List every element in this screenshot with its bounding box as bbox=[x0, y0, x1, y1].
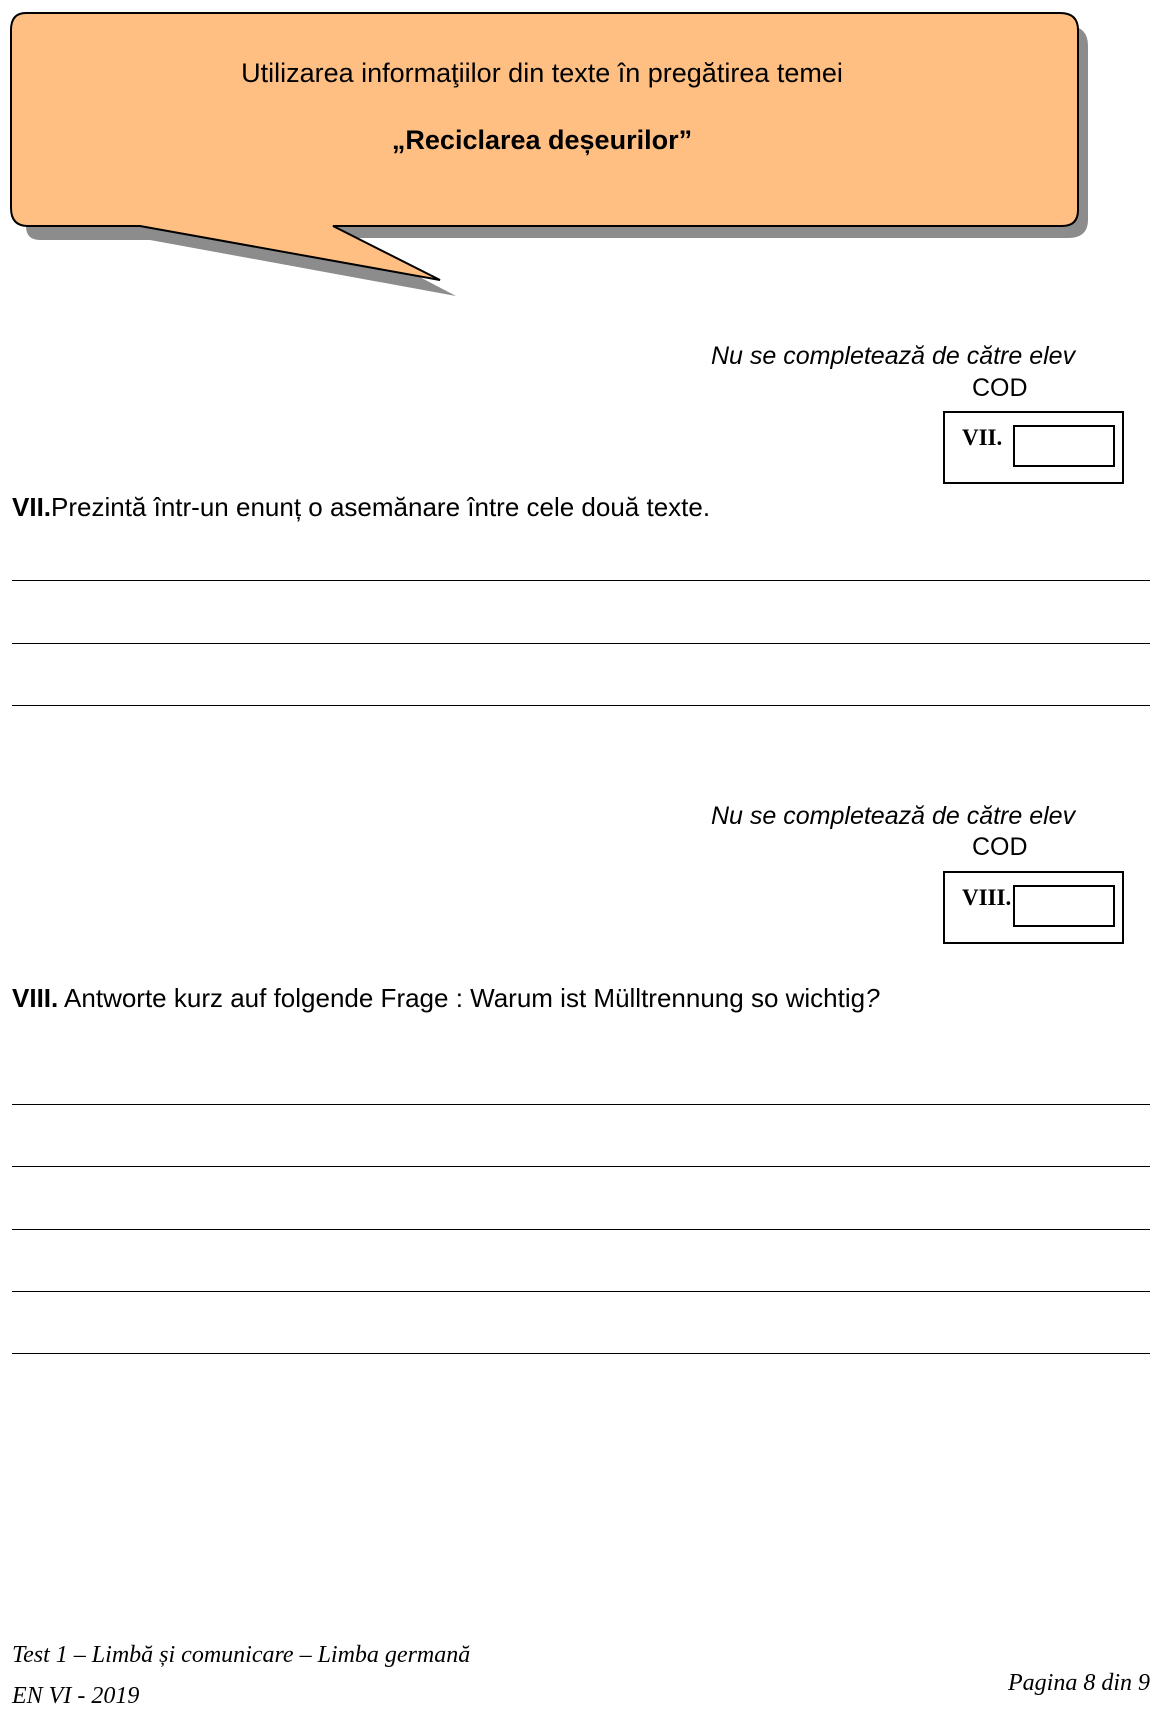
bubble-topic: „Reciclarea deșeurilor” bbox=[391, 125, 693, 155]
viii-question-number: VIII. bbox=[12, 983, 59, 1013]
viii-question-text: Antworte kurz auf folgende Frage : Warum ist Mülltrennung so wichtig bbox=[58, 983, 866, 1013]
vii-question-text: Prezintă într-un enunț o asemănare între cele două texte. bbox=[51, 492, 711, 522]
vii-question-number: VII. bbox=[12, 492, 52, 522]
viii-cod-box-label: VIII. bbox=[962, 885, 1012, 910]
vii-question bbox=[12, 492, 710, 523]
viii-cod-input bbox=[1013, 885, 1115, 927]
viii-question bbox=[12, 983, 880, 1014]
vii-not-filled-note: Nu se completează de către elev bbox=[711, 342, 1076, 370]
footer-test-line: Test 1 – Limbă și comunicare – Limba germană bbox=[12, 1642, 471, 1668]
viii-question-mark: ? bbox=[865, 983, 880, 1013]
viii-cod-box bbox=[943, 871, 1124, 944]
vii-answer-line[interactable] bbox=[12, 580, 1150, 581]
viii-answer-line[interactable] bbox=[12, 1104, 1150, 1105]
vii-cod-box bbox=[943, 411, 1124, 484]
vii-cod-label: COD bbox=[972, 374, 1028, 402]
viii-answer-line[interactable] bbox=[12, 1229, 1150, 1230]
vii-cod-input bbox=[1013, 425, 1115, 467]
vii-cod-box-label: VII. bbox=[962, 425, 1003, 450]
footer-exam-line: EN VI - 2019 bbox=[12, 1683, 140, 1709]
viii-answer-line[interactable] bbox=[12, 1353, 1150, 1354]
vii-answer-line[interactable] bbox=[12, 705, 1150, 706]
vii-answer-line[interactable] bbox=[12, 643, 1150, 644]
viii-cod-label: COD bbox=[972, 833, 1028, 861]
bubble-title: Utilizarea informaţiilor din texte în pregătirea temei bbox=[241, 58, 843, 88]
viii-not-filled-note: Nu se completează de către elev bbox=[711, 802, 1076, 830]
viii-answer-line[interactable] bbox=[12, 1291, 1150, 1292]
viii-answer-line[interactable] bbox=[12, 1166, 1150, 1167]
footer-page-number: Pagina 8 din 9 bbox=[1008, 1670, 1150, 1696]
